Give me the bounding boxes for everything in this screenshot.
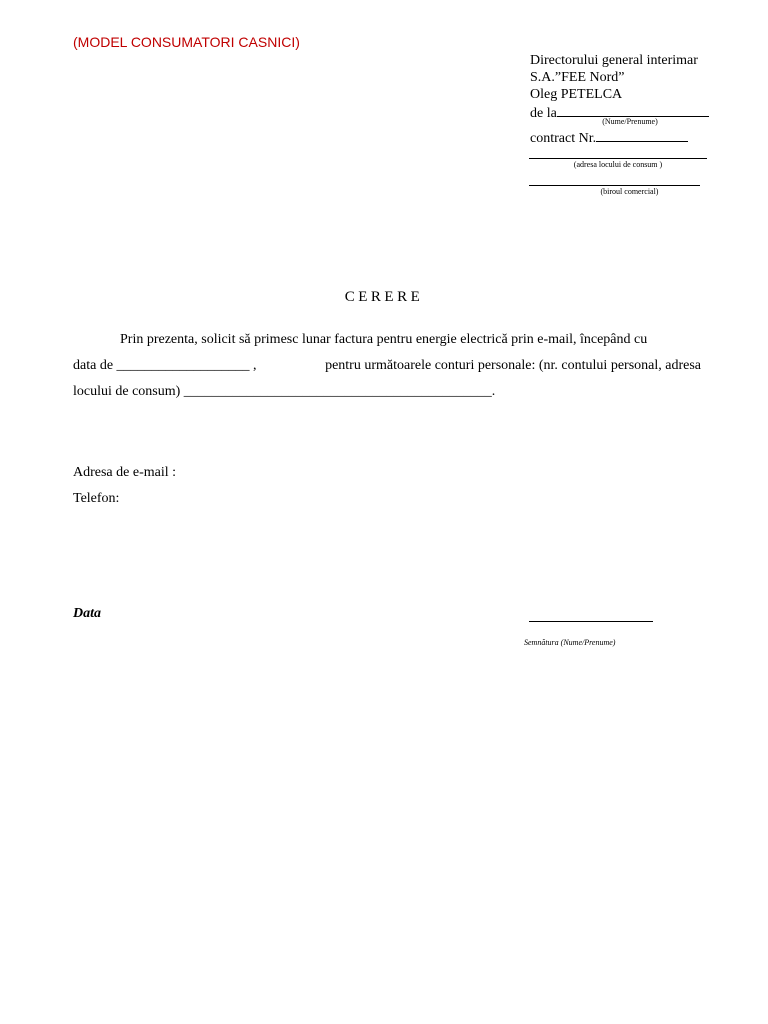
recipient-title: Directorului general interimar: [530, 53, 698, 68]
name-caption: (Nume/Prenume): [602, 117, 658, 126]
signature-line: [529, 621, 653, 622]
signature-caption: Semnătura (Nume/Prenume): [524, 638, 616, 647]
address-line: [529, 158, 707, 159]
phone-label: Telefon:: [73, 491, 120, 506]
recipient-name: Oleg PETELCA: [530, 87, 623, 102]
accounts-text: pentru următoarele conturi personale: (nr. contului personal, adresa: [325, 358, 701, 373]
paragraph-line-3: locului de consum) ____________________________________________.: [73, 384, 496, 399]
from-label: de la: [530, 106, 557, 121]
contract-field: [530, 128, 688, 147]
address-caption: (adresa locului de consum ): [573, 160, 663, 169]
paragraph-line-2: [73, 353, 701, 379]
from-name-line: [557, 103, 709, 117]
recipient-company: S.A.”FEE Nord”: [530, 70, 625, 85]
contract-label: contract Nr.: [530, 131, 597, 146]
paragraph-line-1: Prin prezenta, solicit să primesc lunar factura pentru energie electrică prin e-mail, începând cu: [120, 332, 648, 347]
office-line: [529, 185, 700, 186]
date-label: Data: [73, 606, 101, 621]
contract-number-line: [596, 128, 688, 142]
email-label: Adresa de e-mail :: [73, 465, 177, 480]
model-label: (MODEL CONSUMATORI CASNICI): [73, 34, 300, 50]
start-date-field: data de ___________________ ,: [73, 358, 257, 373]
document-title: CERERE: [344, 289, 424, 305]
request-paragraph: [73, 327, 701, 405]
office-caption: (biroul comercial): [600, 187, 659, 196]
